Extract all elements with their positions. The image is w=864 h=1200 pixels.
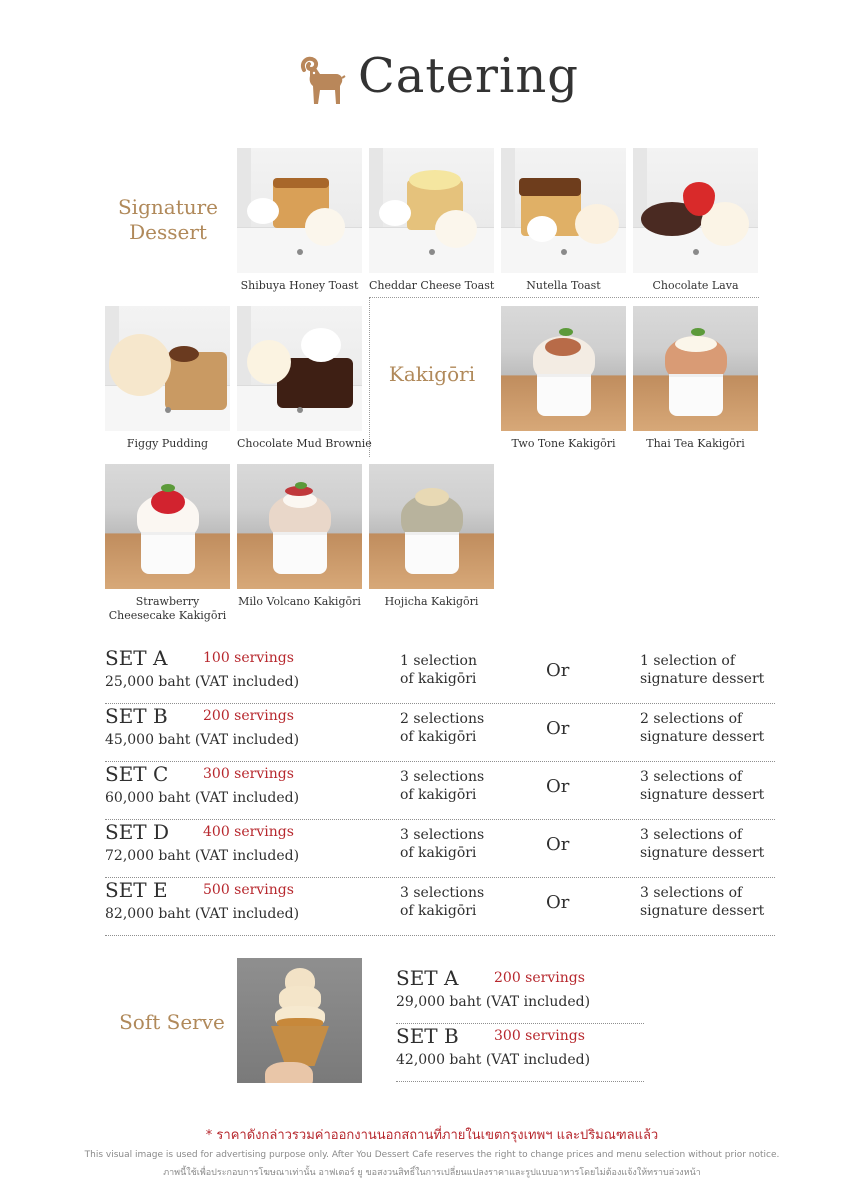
menu-item-label: Chocolate Lava	[652, 279, 739, 292]
menu-item-chocolate-mud-brownie	[237, 306, 372, 451]
menu-item-label: Thai Tea Kakigōri	[646, 437, 745, 450]
set-price: 25,000 baht (VAT included)	[105, 674, 300, 690]
or-label: Or	[546, 776, 570, 797]
soft-serve-photo	[237, 958, 362, 1083]
signature-selection: 3 selections of signature dessert	[640, 885, 765, 919]
soft-serve-set-row	[396, 966, 644, 1024]
menu-item-label: Figgy Pudding	[126, 437, 209, 450]
kakigori-selection: 3 selections of kakigōri	[400, 769, 485, 803]
dessert-photo	[105, 306, 230, 431]
menu-item-label: Strawberry Cheesecake Kakigōri	[108, 595, 227, 622]
kakigori-selection: 2 selections of kakigōri	[400, 711, 485, 745]
kakigori-heading: Kakigōri	[388, 362, 476, 386]
dessert-photo	[501, 148, 626, 273]
page-title: Catering	[358, 48, 579, 104]
set-price: 72,000 baht (VAT included)	[105, 848, 300, 864]
thai-price-note: * ราคาดังกล่าวรวมค่าออกงานนอกสถานที่ภายในเขตกรุงเทพฯ และปริมณฑลแล้ว	[205, 1128, 659, 1143]
goat-icon	[298, 56, 346, 108]
section-divider	[369, 297, 759, 298]
menu-item-label: Milo Volcano Kakigōri	[238, 595, 361, 608]
set-name: SET A	[105, 646, 168, 670]
signature-heading-line1: Signature	[117, 195, 219, 219]
signature-selection: 3 selections of signature dessert	[640, 769, 765, 803]
set-row	[105, 762, 775, 820]
set-name: SET E	[105, 878, 168, 902]
menu-item-label: Shibuya Honey Toast	[240, 279, 359, 292]
dessert-photo	[237, 148, 362, 273]
set-servings: 200 servings	[494, 970, 585, 986]
set-servings: 500 servings	[203, 882, 294, 898]
row-divider	[396, 1081, 644, 1082]
menu-item-shibuya-honey-toast	[237, 148, 362, 293]
or-label: Or	[546, 892, 570, 913]
set-row	[105, 820, 775, 878]
signature-selection: 3 selections of signature dessert	[640, 827, 765, 861]
kakigori-selection: 3 selections of kakigōri	[400, 885, 485, 919]
set-price: 45,000 baht (VAT included)	[105, 732, 300, 748]
menu-item-label: Two Tone Kakigōri	[511, 437, 616, 450]
dessert-photo	[633, 148, 758, 273]
signature-selection: 2 selections of signature dessert	[640, 711, 765, 745]
menu-item-thai-tea-kakigori	[633, 306, 758, 451]
soft-serve-set-row	[396, 1024, 644, 1082]
set-price: 42,000 baht (VAT included)	[396, 1052, 591, 1068]
menu-item-strawberry-cheesecake-kakigori	[105, 464, 230, 623]
menu-item-figgy-pudding	[105, 306, 230, 451]
section-divider	[369, 297, 370, 457]
menu-item-hojicha-kakigori	[369, 464, 494, 609]
set-servings: 300 servings	[494, 1028, 585, 1044]
set-price: 60,000 baht (VAT included)	[105, 790, 300, 806]
or-label: Or	[546, 660, 570, 681]
thai-disclaimer: ภาพนี้ใช้เพื่อประกอบการโฆษณาเท่านั้น อาฟเตอร์ ยู ขอสงวนสิทธิ์ในการเปลี่ยนแปลงราคาและรูปแบบอาหารโดยไม่ต้องแจ้งให้ทราบล่วงหน้า	[163, 1168, 701, 1178]
menu-item-chocolate-lava	[633, 148, 758, 293]
menu-item-label: Cheddar Cheese Toast	[369, 279, 495, 292]
menu-item-nutella-toast	[501, 148, 626, 293]
kakigori-selection: 1 selection of kakigōri	[400, 653, 477, 687]
or-label: Or	[546, 834, 570, 855]
menu-item-label: Nutella Toast	[526, 279, 601, 292]
menu-item-cheddar-cheese-toast	[369, 148, 494, 293]
set-servings: 100 servings	[203, 650, 294, 666]
kakigori-photo	[501, 306, 626, 431]
kakigori-photo	[633, 306, 758, 431]
menu-item-two-tone-kakigori	[501, 306, 626, 451]
signature-heading-line2: Dessert	[129, 220, 207, 244]
kakigori-photo	[105, 464, 230, 589]
dessert-photo	[237, 306, 362, 431]
set-name: SET C	[105, 762, 169, 786]
english-disclaimer: This visual image is used for advertising purpose only. After You Dessert Cafe reserves the right to change prices and menu selection without prior notice.	[84, 1150, 780, 1160]
menu-item-label: Chocolate Mud Brownie	[237, 437, 372, 450]
set-row	[105, 878, 775, 936]
kakigori-photo	[369, 464, 494, 589]
set-servings: 300 servings	[203, 766, 294, 782]
set-price: 29,000 baht (VAT included)	[396, 994, 591, 1010]
dessert-photo	[369, 148, 494, 273]
set-name: SET B	[396, 1024, 459, 1048]
soft-serve-heading: Soft Serve	[119, 1010, 225, 1034]
set-name: SET B	[105, 704, 168, 728]
menu-item-label: Hojicha Kakigōri	[384, 595, 479, 608]
set-name: SET D	[105, 820, 170, 844]
set-row	[105, 704, 775, 762]
set-row	[105, 646, 775, 704]
menu-item-milo-volcano-kakigori	[237, 464, 362, 609]
set-servings: 400 servings	[203, 824, 294, 840]
signature-dessert-heading	[108, 195, 228, 245]
set-servings: 200 servings	[203, 708, 294, 724]
or-label: Or	[546, 718, 570, 739]
kakigori-photo	[237, 464, 362, 589]
set-price: 82,000 baht (VAT included)	[105, 906, 300, 922]
signature-selection: 1 selection of signature dessert	[640, 653, 765, 687]
set-name: SET A	[396, 966, 459, 990]
kakigori-selection: 3 selections of kakigōri	[400, 827, 485, 861]
row-divider	[105, 935, 775, 936]
